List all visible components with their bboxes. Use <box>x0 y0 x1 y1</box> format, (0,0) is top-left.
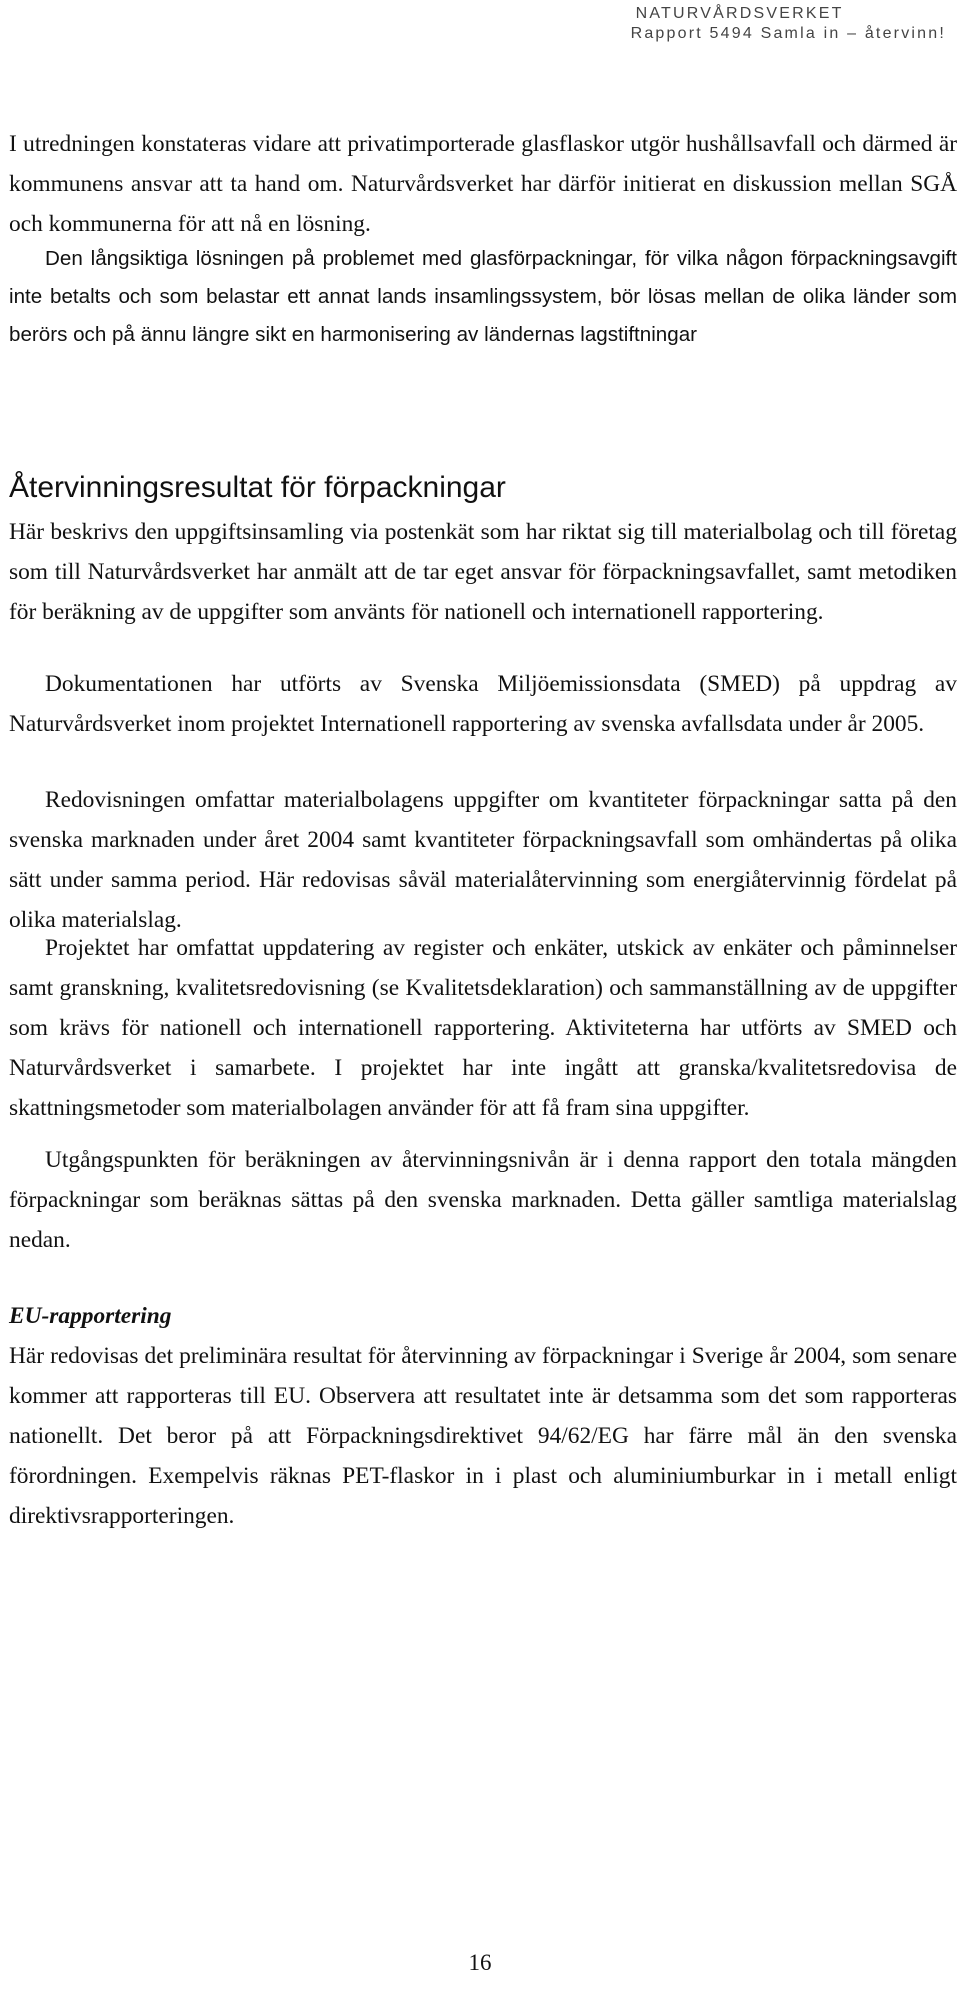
subsection-heading: EU-rapportering <box>9 1303 172 1329</box>
paragraph-1: I utredningen konstateras vidare att privatimporterade glasflaskor utgör hushållsavfall och därmed är kommunens ansvar att ta hand om. Naturvårdsverket har därför initierat en diskussion mellan SGÅ och kommunerna för att nå en lösning. <box>9 131 957 237</box>
paragraph-4: Dokumentationen har utförts av Svenska Miljöemissionsdata (SMED) på uppdrag av Naturvårdsverket inom projektet Internationell rapportering av svenska avfallsdata under år 2005. <box>9 671 957 737</box>
paragraph-7: Utgångspunkten för beräkningen av återvinningsnivån är i denna rapport den totala mängden förpackningar som beräknas sättas på den svenska marknaden. Detta gäller samtliga materialslag nedan. <box>9 1147 957 1253</box>
paragraph-2: Den långsiktiga lösningen på problemet med glasförpackningar, för vilka någon förpackningsavgift inte betalts och som belastar ett annat lands insamlingssystem, bör lösas mellan de olika länder som berörs och på ännu längre sikt en harmonisering av ländernas lagstiftningar <box>9 247 957 346</box>
paragraph-8: Här redovisas det preliminära resultat för återvinning av förpackningar i Sverige år 2004, som senare kommer att rapporteras till EU. Observera att resultatet inte är detsamma som det som rapporteras nationellt. Det beror på att Förpackningsdirektivet 94/62/EG har färre mål än den svenska förordningen. Exempelvis räknas PET-flaskor in i plast och aluminiumburkar in i metall enligt direktivsrapporteringen. <box>9 1343 957 1529</box>
paragraph-6: Projektet har omfattat uppdatering av register och enkäter, utskick av enkäter och påminnelser samt granskning, kvalitetsredovisning (se Kvalitetsdeklaration) och sammanställning av de uppgifter som krävs för nationell och internationell rapportering. Aktiviteterna har utförts av SMED och Naturvårdsverket i samarbete. I projektet har inte ingått att granska/kvalitetsredovisa de skattningsmetoder som materialbolagen använder för att få fram sina uppgifter. <box>9 935 957 1121</box>
section-heading: Återvinningsresultat för förpackningar <box>9 471 506 504</box>
header-report-title: Rapport 5494 Samla in – återvinn! <box>630 25 946 42</box>
page-number: 16 <box>468 1950 492 1975</box>
paragraph-3: Här beskrivs den uppgiftsinsamling via postenkät som har riktat sig till materialbolag och till företag som till Naturvårdsverket har anmält att de tar eget ansvar för förpackningsavfallet, samt metodiken för beräkning av de uppgifter som använts för nationell och internationell rapportering. <box>9 519 957 625</box>
header-publisher: NATURVÅRDSVERKET <box>635 5 844 22</box>
report-header <box>631 4 946 44</box>
paragraph-5: Redovisningen omfattar materialbolagens uppgifter om kvantiteter förpackningar satta på den svenska marknaden under året 2004 samt kvantiteter förpackningsavfall som omhändertas på olika sätt under samma period. Här redovisas såväl materialåtervinning som energiåtervinnig fördelat på olika materialslag. <box>9 787 957 933</box>
